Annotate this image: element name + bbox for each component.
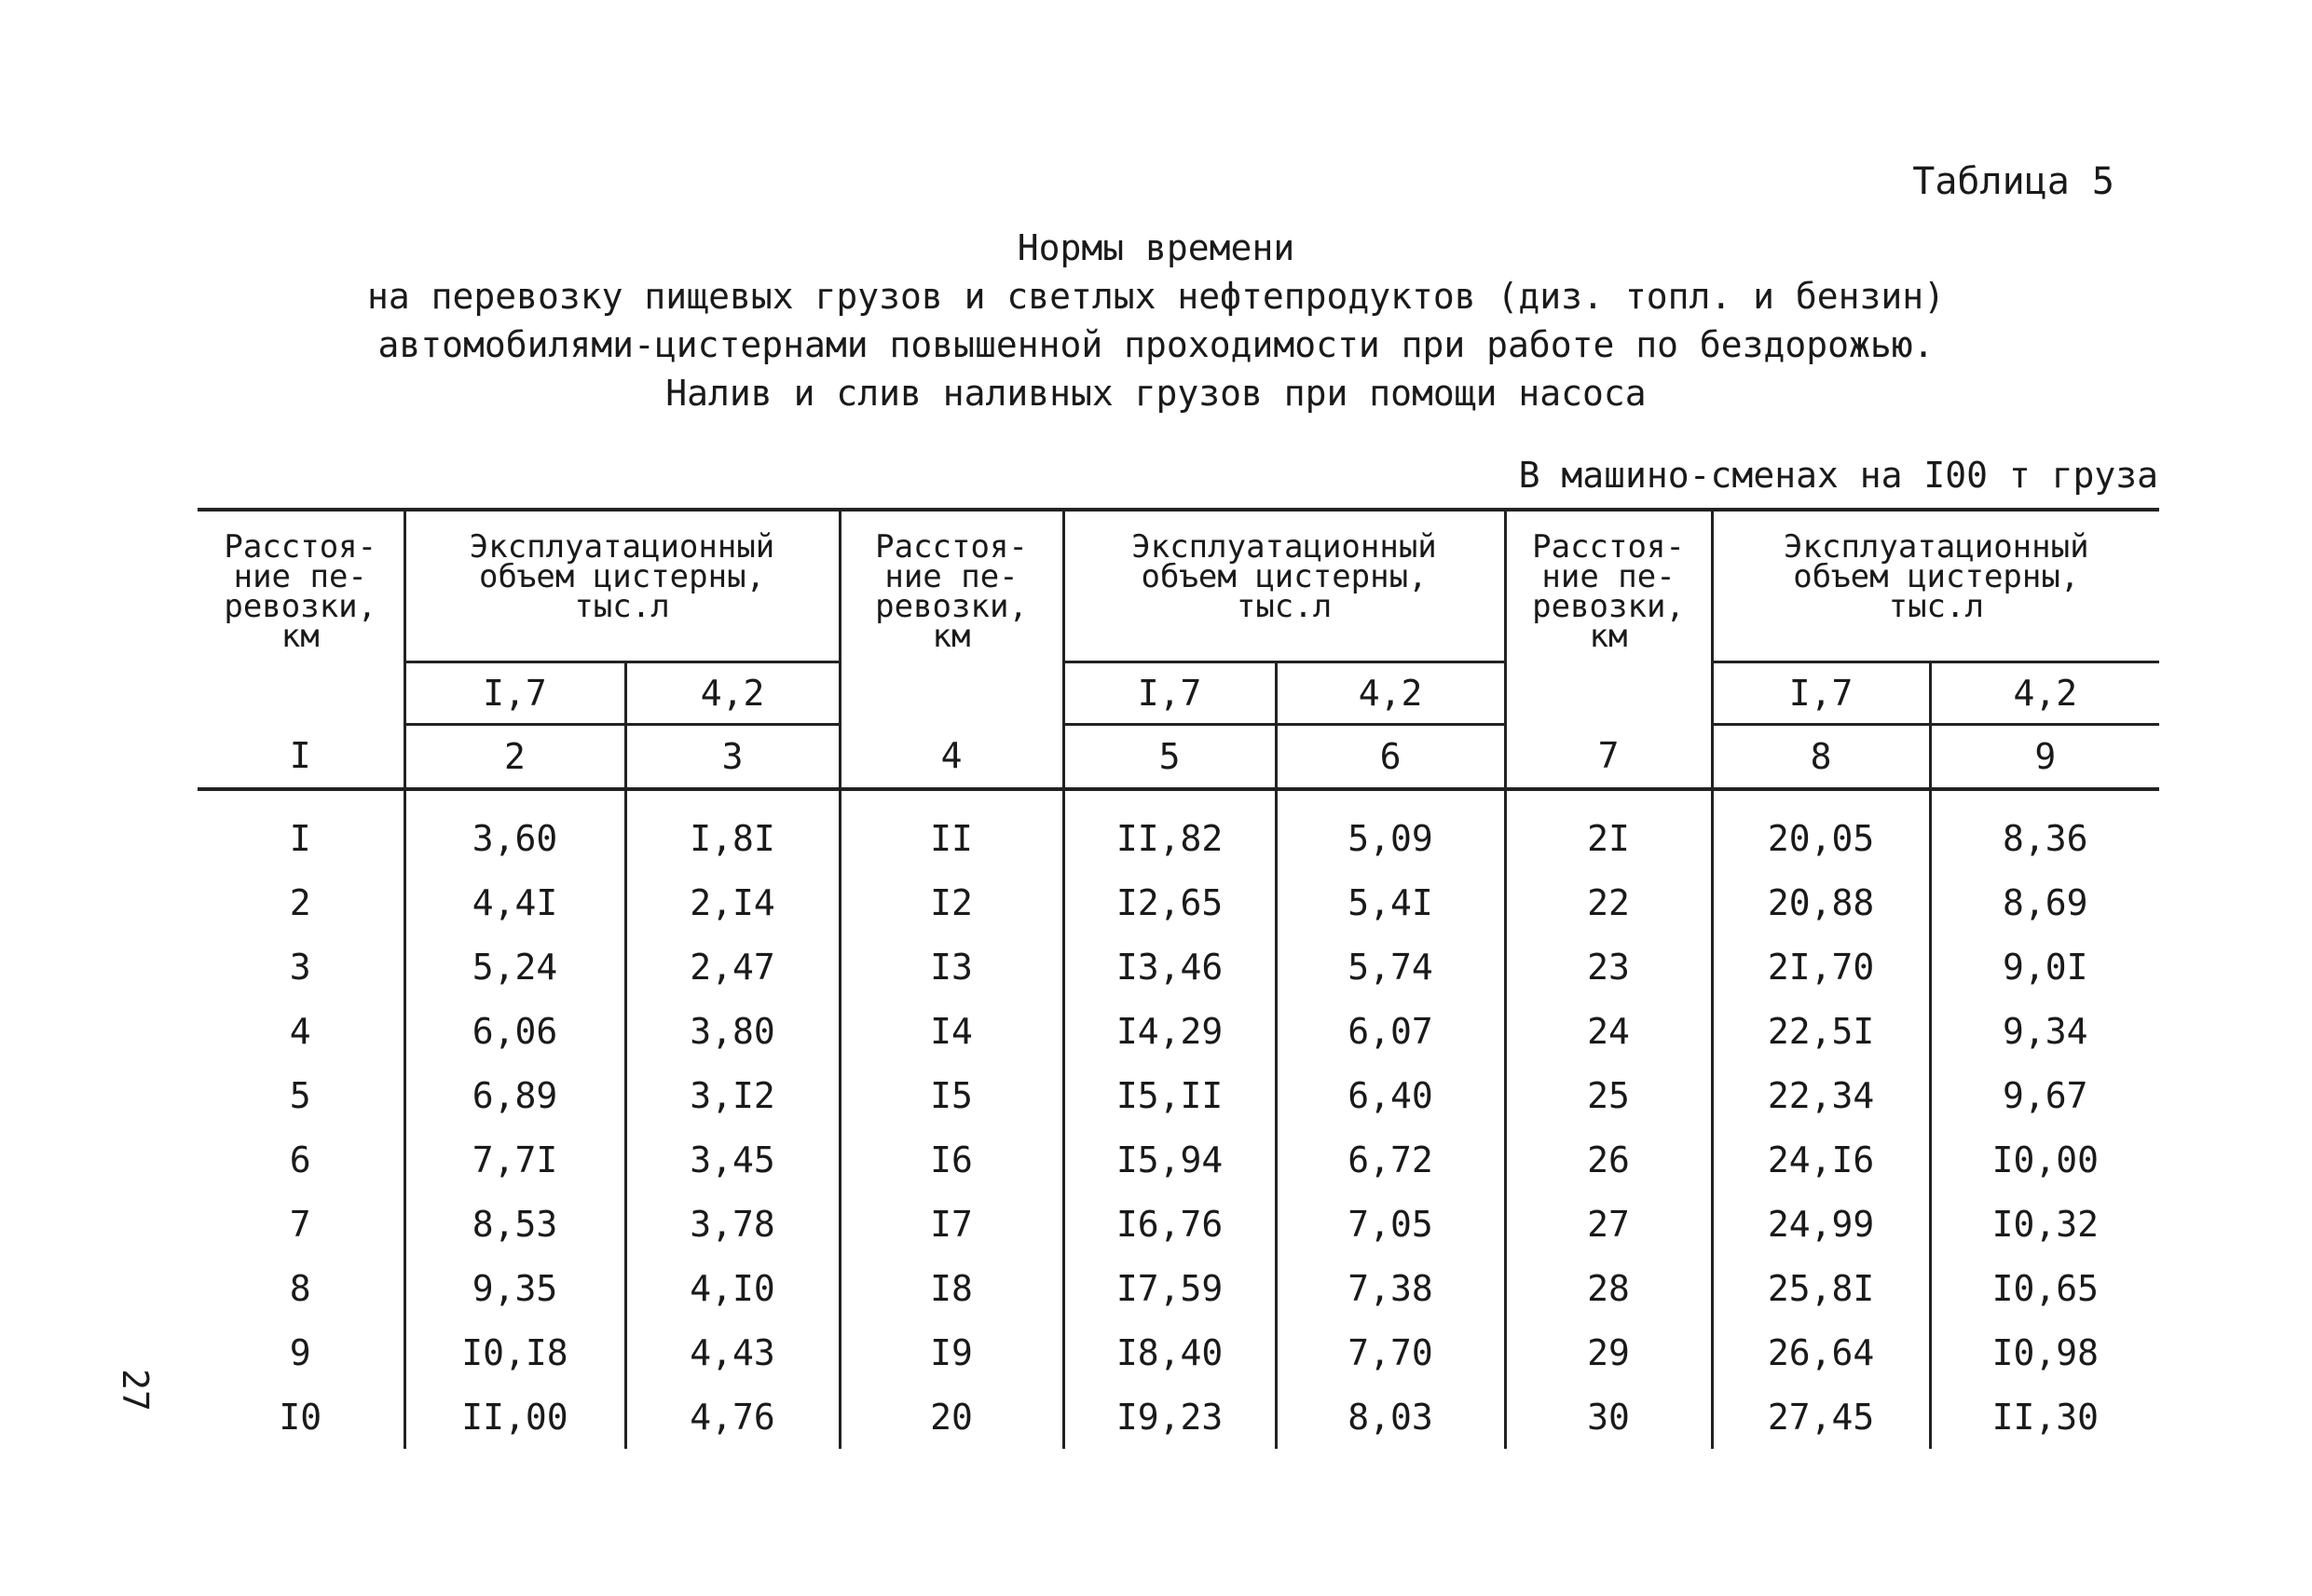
table-cell: 2,47 xyxy=(625,934,840,999)
table-cell: II xyxy=(840,789,1063,870)
volume-17-header: I,7 xyxy=(1063,662,1276,725)
volume-42-header: 4,2 xyxy=(1930,662,2159,725)
table-cell: I3,46 xyxy=(1063,934,1276,999)
distance-header-2: Расстоя- ние пе- ревозки, км xyxy=(840,510,1063,725)
table-cell: 9 xyxy=(289,1331,311,1373)
table-cell: 24,I6 xyxy=(1712,1127,1930,1192)
column-number: 6 xyxy=(1276,725,1505,790)
table-cell: 5 xyxy=(289,1074,311,1116)
table-cell: 9,67 xyxy=(1930,1063,2159,1127)
table-cell: 26 xyxy=(1505,1127,1712,1192)
table-cell: 3,60 xyxy=(404,789,625,870)
table-cell: 26,64 xyxy=(1712,1320,1930,1385)
column-number: 3 xyxy=(625,725,840,790)
title-line-2: на перевозку пищевых грузов и светлых нефтепродуктов (диз. топл. и бензин) xyxy=(367,276,1945,317)
volume-42-header: 4,2 xyxy=(625,662,840,725)
table-cell: I,8I xyxy=(625,789,840,870)
table-cell: 9,0I xyxy=(1930,934,2159,999)
table-cell: 27,45 xyxy=(1712,1385,1930,1449)
table-cell: I xyxy=(289,817,311,859)
table-cell: 5,24 xyxy=(404,934,625,999)
table-cell: 20,05 xyxy=(1712,789,1930,870)
page-number: 27 xyxy=(114,1369,156,1412)
table-cell: 22 xyxy=(1505,870,1712,934)
table-cell: 2 xyxy=(289,881,311,923)
table-row xyxy=(198,1063,2159,1127)
table-cell: 2I xyxy=(1505,789,1712,870)
table-cell: 6,40 xyxy=(1276,1063,1505,1127)
column-number: 4 xyxy=(840,725,1063,790)
table-cell: 7 xyxy=(289,1203,311,1245)
title-line-3: автомобилями-цистернами повышенной проходимости при работе по бездорожью. xyxy=(377,324,1935,365)
table-cell: 2I,70 xyxy=(1712,934,1930,999)
table-cell: 4 xyxy=(289,1010,311,1052)
table-cell: 3,45 xyxy=(625,1127,840,1192)
table-cell: I5,94 xyxy=(1063,1127,1276,1192)
table-cell: 20 xyxy=(840,1385,1063,1449)
table-cell: I5 xyxy=(840,1063,1063,1127)
table-row xyxy=(198,1256,2159,1320)
volume-header-1: Эксплуатационный объем цистерны, тыс.л xyxy=(404,510,840,662)
distance-header-3: Расстоя- ние пе- ревозки, км xyxy=(1505,510,1712,725)
table-cell: 8,69 xyxy=(1930,870,2159,934)
table-cell: I2,65 xyxy=(1063,870,1276,934)
table-row xyxy=(198,934,2159,999)
table-cell: 4,4I xyxy=(404,870,625,934)
table-cell: 23 xyxy=(1505,934,1712,999)
table-cell: 4,I0 xyxy=(625,1256,840,1320)
table-cell: 22,5I xyxy=(1712,999,1930,1063)
volume-header-3: Эксплуатационный объем цистерны, тыс.л xyxy=(1712,510,2159,662)
table-row xyxy=(198,1192,2159,1256)
table-cell: 29 xyxy=(1505,1320,1712,1385)
table-cell: 24 xyxy=(1505,999,1712,1063)
title-line-4: Налив и слив наливных грузов при помощи насоса xyxy=(665,373,1647,414)
table-cell: 5,09 xyxy=(1276,789,1505,870)
table-cell: 6,72 xyxy=(1276,1127,1505,1192)
table-row xyxy=(198,870,2159,934)
table-cell: I8 xyxy=(840,1256,1063,1320)
table-cell: 5,4I xyxy=(1276,870,1505,934)
column-number: 8 xyxy=(1712,725,1930,790)
table-cell: I4,29 xyxy=(1063,999,1276,1063)
table-cell: I0,32 xyxy=(1930,1192,2159,1256)
table-cell: I0,I8 xyxy=(404,1320,625,1385)
table-cell: 4,76 xyxy=(625,1385,840,1449)
table-cell: 3,80 xyxy=(625,999,840,1063)
table-cell: I7 xyxy=(840,1192,1063,1256)
norms-table xyxy=(198,508,2159,1449)
table-number-label: Таблица 5 xyxy=(1912,160,2114,203)
table-cell: 2,I4 xyxy=(625,870,840,934)
table-cell: II,82 xyxy=(1063,789,1276,870)
table-cell: 7,05 xyxy=(1276,1192,1505,1256)
table-cell: 8 xyxy=(289,1267,311,1309)
table-row xyxy=(198,999,2159,1063)
column-number: 2 xyxy=(404,725,625,790)
table-cell: 25 xyxy=(1505,1063,1712,1127)
table-cell: I5,II xyxy=(1063,1063,1276,1127)
table-cell: 30 xyxy=(1505,1385,1712,1449)
table-cell: 28 xyxy=(1505,1256,1712,1320)
table-cell: 3,I2 xyxy=(625,1063,840,1127)
table-cell: 7,38 xyxy=(1276,1256,1505,1320)
column-number: 5 xyxy=(1063,725,1276,790)
title-line-1: Нормы времени xyxy=(1017,227,1295,268)
volume-42-header: 4,2 xyxy=(1276,662,1505,725)
table-title xyxy=(0,224,2312,417)
table-cell: I6 xyxy=(840,1127,1063,1192)
column-number: 7 xyxy=(1505,725,1712,790)
table-cell: 7,70 xyxy=(1276,1320,1505,1385)
table-cell: 5,74 xyxy=(1276,934,1505,999)
volume-17-header: I,7 xyxy=(404,662,625,725)
table-body xyxy=(198,789,2159,1449)
table-cell: I4 xyxy=(840,999,1063,1063)
column-number: 9 xyxy=(1930,725,2159,790)
table-cell: 6 xyxy=(289,1139,311,1180)
table-cell: II,30 xyxy=(1930,1385,2159,1449)
table-cell: 20,88 xyxy=(1712,870,1930,934)
table-cell: I6,76 xyxy=(1063,1192,1276,1256)
table-cell: II,00 xyxy=(404,1385,625,1449)
table-cell: I9,23 xyxy=(1063,1385,1276,1449)
table-cell: 8,53 xyxy=(404,1192,625,1256)
units-note: В машино-сменах на I00 т груза xyxy=(1518,455,2158,496)
table-cell: I0,00 xyxy=(1930,1127,2159,1192)
table-cell: 6,07 xyxy=(1276,999,1505,1063)
table-cell: 24,99 xyxy=(1712,1192,1930,1256)
volume-header-2: Эксплуатационный объем цистерны, тыс.л xyxy=(1063,510,1505,662)
table-cell: 3,78 xyxy=(625,1192,840,1256)
table-cell: 27 xyxy=(1505,1192,1712,1256)
table-row xyxy=(198,789,2159,870)
table-row xyxy=(198,1385,2159,1449)
table-cell: I7,59 xyxy=(1063,1256,1276,1320)
table-cell: I2 xyxy=(840,870,1063,934)
table-cell: 9,34 xyxy=(1930,999,2159,1063)
table-cell: 4,43 xyxy=(625,1320,840,1385)
table-cell: 6,89 xyxy=(404,1063,625,1127)
table-cell: 22,34 xyxy=(1712,1063,1930,1127)
distance-header-1: Расстоя- ние пе- ревозки, км xyxy=(198,510,404,725)
table-cell: 6,06 xyxy=(404,999,625,1063)
table-row xyxy=(198,1320,2159,1385)
table-cell: 7,7I xyxy=(404,1127,625,1192)
volume-17-header: I,7 xyxy=(1712,662,1930,725)
table-cell: I9 xyxy=(840,1320,1063,1385)
table-cell: I0 xyxy=(279,1396,322,1438)
table-cell: I3 xyxy=(840,934,1063,999)
column-number: I xyxy=(198,725,404,790)
table-cell: 9,35 xyxy=(404,1256,625,1320)
table-cell: I8,40 xyxy=(1063,1320,1276,1385)
table-cell: I0,98 xyxy=(1930,1320,2159,1385)
table-cell: 25,8I xyxy=(1712,1256,1930,1320)
table-cell: 3 xyxy=(289,946,311,988)
table-cell: I0,65 xyxy=(1930,1256,2159,1320)
table-cell: 8,36 xyxy=(1930,789,2159,870)
table-row xyxy=(198,1127,2159,1192)
table-cell: 8,03 xyxy=(1276,1385,1505,1449)
